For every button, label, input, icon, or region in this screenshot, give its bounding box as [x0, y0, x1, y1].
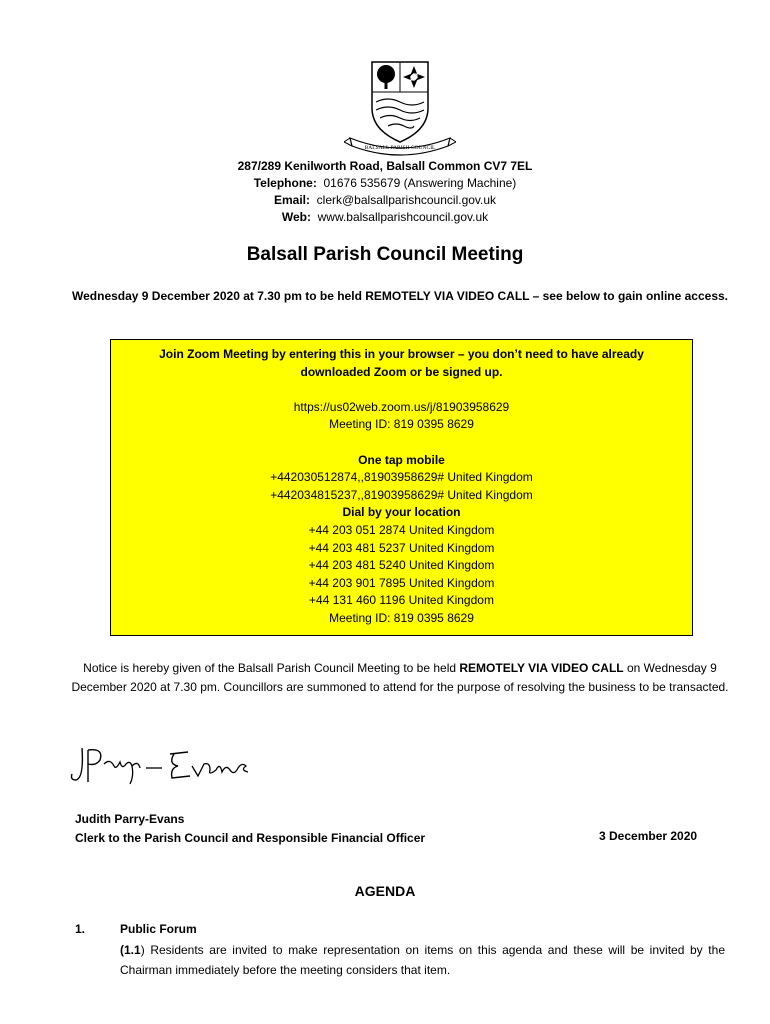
- meeting-notice: Notice is hereby given of the Balsall Parish Council Meeting to be held REMOTELY VIA VIDEO CALL on Wednesday 9 December 2020 at 7.30 pm. Councillors are summoned to attend for the purpose of resolving the business to be transacted.: [71, 661, 729, 694]
- notice-emphasis: REMOTELY VIA VIDEO CALL: [459, 661, 624, 675]
- telephone-label: Telephone:: [253, 176, 317, 190]
- dial-number: +44 203 901 7895 United Kingdom: [308, 575, 495, 590]
- web-value[interactable]: www.balsallparishcouncil.gov.uk: [317, 210, 489, 224]
- email-label: Email:: [273, 193, 310, 207]
- signatory-block: [75, 810, 425, 848]
- one-tap-number: +442034815237,,81903958629# United Kingdom: [270, 487, 533, 502]
- zoom-url[interactable]: https://us02web.zoom.us/j/81903958629: [293, 399, 510, 414]
- dial-number: +44 203 481 5240 United Kingdom: [308, 558, 495, 573]
- handwritten-signature: [70, 740, 270, 788]
- signatory-role: Clerk to the Parish Council and Responsible Financial Officer: [75, 831, 426, 845]
- contact-block: [0, 158, 770, 226]
- zoom-info-box: [110, 339, 693, 636]
- address: 287/289 Kenilworth Road, Balsall Common CV7 7EL: [237, 159, 533, 173]
- agenda-item-number: 1.: [75, 922, 86, 936]
- one-tap-heading: One tap mobile: [358, 452, 445, 467]
- zoom-meeting-id-repeat: Meeting ID: 819 0395 8629: [329, 610, 474, 625]
- agenda-item-title: Public Forum: [120, 922, 197, 936]
- agenda-item-text: (1.1) Residents are invited to make representation on items on this agenda and these will be invited by the Chairman immediately before the meeting considers that item.: [120, 943, 725, 977]
- signatory-name: Judith Parry-Evans: [75, 812, 185, 826]
- agenda-heading: AGENDA: [354, 883, 416, 899]
- document-title: Balsall Parish Council Meeting: [246, 244, 524, 265]
- parish-crest-logo: [344, 58, 456, 156]
- meeting-subtitle: Wednesday 9 December 2020 at 7.30 pm to be held REMOTELY VIA VIDEO CALL – see below to gain online access.: [72, 289, 728, 303]
- dial-number: +44 131 460 1196 United Kingdom: [309, 593, 494, 608]
- dial-heading: Dial by your location: [342, 505, 461, 520]
- svg-text:BALSALL PARISH COUNCIL: BALSALL PARISH COUNCIL: [364, 145, 436, 151]
- sub-item-number: (1.1: [120, 943, 141, 957]
- dial-number: +44 203 481 5237 United Kingdom: [308, 540, 495, 555]
- signature-date: 3 December 2020: [599, 829, 698, 843]
- telephone-value: 01676 535679 (Answering Machine): [323, 176, 517, 190]
- web-label: Web:: [281, 210, 311, 224]
- one-tap-number: +442030512874,,81903958629# United Kingdom: [270, 470, 533, 485]
- zoom-intro: Join Zoom Meeting by entering this in your browser – you don’t need to have already downloaded Zoom or be signed up.: [159, 347, 644, 379]
- email-value[interactable]: clerk@balsallparishcouncil.gov.uk: [316, 193, 497, 207]
- dial-number: +44 203 051 2874 United Kingdom: [308, 522, 495, 537]
- zoom-meeting-id: Meeting ID: 819 0395 8629: [329, 417, 474, 432]
